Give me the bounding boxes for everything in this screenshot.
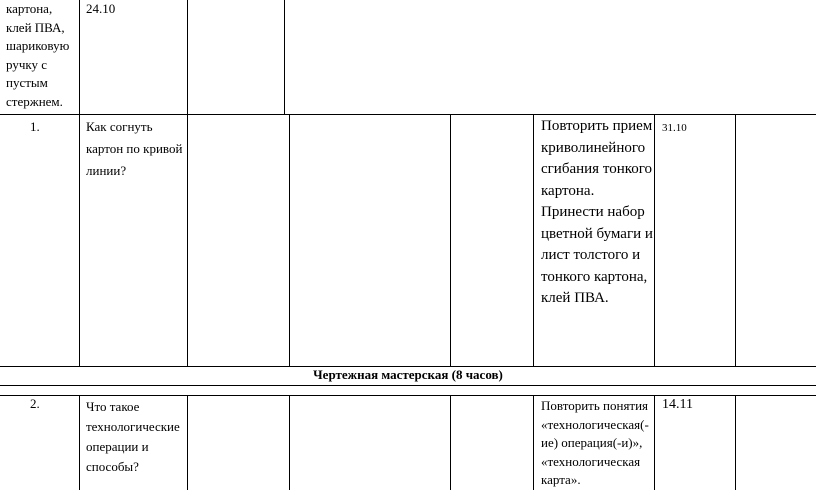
row-1-divider-2: [187, 114, 188, 366]
top-row-materials: картона, клей ПВА, шариковую ручку с пустым стержнем.: [6, 1, 70, 109]
row-2-divider-2: [187, 395, 188, 490]
row-1-date: 31.10: [662, 122, 687, 134]
row-1-divider-6: [654, 114, 655, 366]
row-2-divider-6: [654, 395, 655, 490]
top-row-divider-3: [284, 0, 285, 114]
row-2-topic: Что такое технологические операции и способы?: [86, 399, 180, 474]
section-bottom-border: [0, 385, 816, 386]
row-2-divider-1: [79, 395, 80, 490]
row-2-divider-5: [533, 395, 534, 490]
row-2-homework: Повторить понятия «технологическая(-ие) операция(-и)», «технологическая карта».: [541, 398, 649, 487]
row-2-divider-7: [735, 395, 736, 490]
row-1-number: 1.: [30, 119, 40, 134]
row-1-divider-5: [533, 114, 534, 366]
row-1-topic: Как согнуть картон по кривой линии?: [86, 119, 183, 178]
top-row-divider-2: [187, 0, 188, 114]
row-2-number: 2.: [30, 396, 40, 411]
row-2-date: 14.11: [662, 397, 693, 412]
row-2-divider-3: [289, 395, 290, 490]
top-row-date: 24.10: [86, 1, 116, 16]
row-1-divider-7: [735, 114, 736, 366]
row-1-homework: Повторить прием криволинейного сгибания тонкого картона. Принести набор цветной бумаги и лист толстого и тонкого картона, клей ПВА.: [541, 118, 653, 306]
section-title: Чертежная мастерская (8 часов): [313, 367, 503, 382]
row-1-divider-4: [450, 114, 451, 366]
row-2-divider-4: [450, 395, 451, 490]
row-2-top-border: [0, 395, 816, 396]
top-row-divider-1: [79, 0, 80, 114]
top-row-bottom-border: [0, 114, 816, 115]
row-1-divider-3: [289, 114, 290, 366]
row-1-divider-1: [79, 114, 80, 366]
